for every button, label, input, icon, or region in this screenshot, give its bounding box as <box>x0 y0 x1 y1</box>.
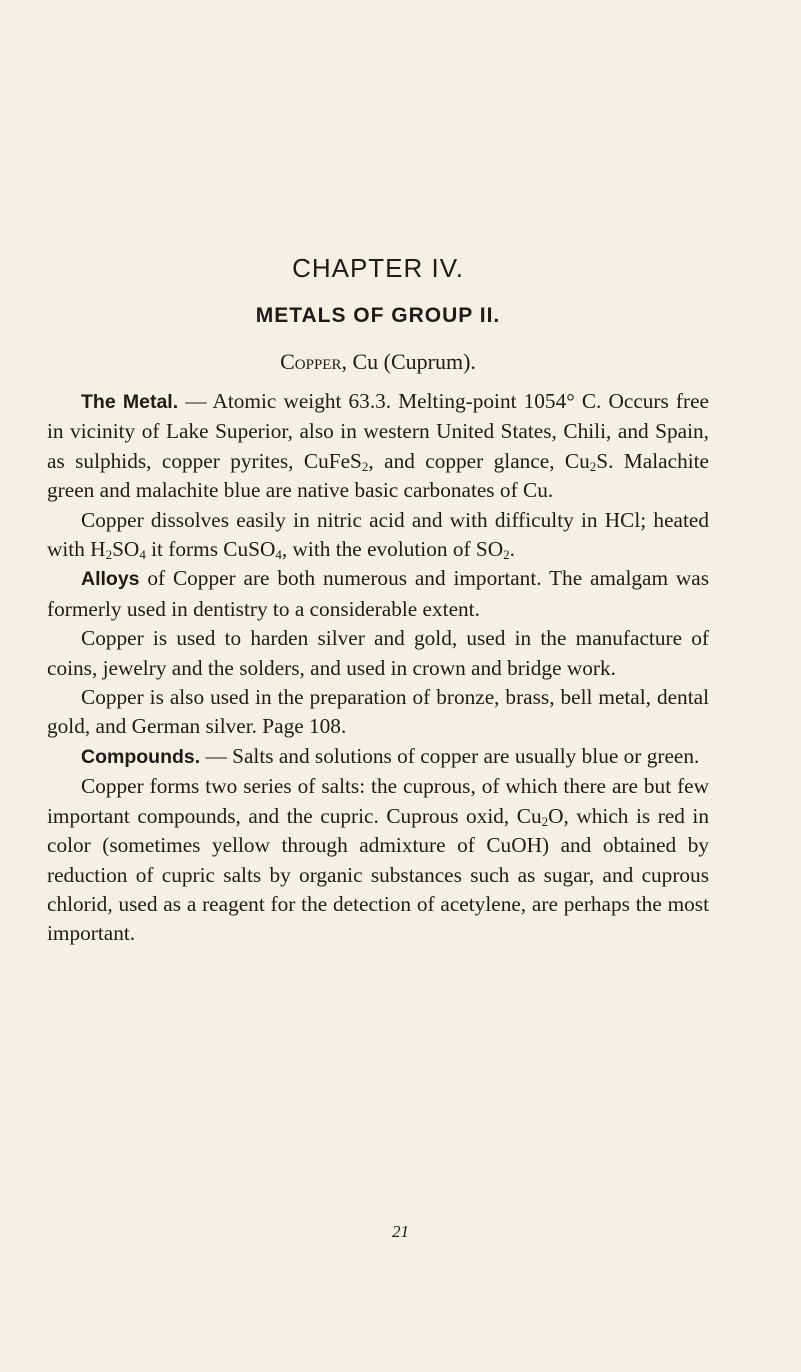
metal-sub-1: 2 <box>361 458 369 474</box>
subsection-title <box>47 347 709 377</box>
subsection-rest: , Cu (Cuprum). <box>341 349 476 374</box>
dissolves-text-2: SO <box>112 537 140 562</box>
metal-text-3: S. Malachite green and malachite blue are native basic carbonates of Cu. <box>47 448 709 503</box>
dissolves-text-3: it forms CuSO <box>145 537 276 562</box>
subsection-name: Copper <box>280 349 342 374</box>
paragraph-series <box>47 772 709 948</box>
paragraph-harden: Copper is used to harden silver and gold, used in the manufacture of coins, jewelry and the solders, and used in crown and bridge work. <box>47 626 709 680</box>
chapter-title: CHAPTER IV. <box>292 253 464 283</box>
metal-text-2: , and copper glance, Cu <box>368 448 590 473</box>
paragraph-bronze: Copper is also used in the preparation of bronze, brass, bell metal, dental gold, and German silver. Page 108. <box>47 685 709 739</box>
paragraph-compounds <box>47 742 709 772</box>
dissolves-text-5: . <box>509 537 515 562</box>
series-text-2: O, which is red in color (sometimes yellow through admixture of CuOH) and obtained by reduction of cupric salts by organic substances such as sugar, and cuprous chlorid, used as a reagent for the detection of acetylene, are perhaps the most important. <box>47 803 709 946</box>
series-text-1: Copper forms two series of salts: the cuprous, of which there are but few important compounds, and the cupric. Cuprous oxid, Cu <box>47 774 709 828</box>
series-sub-1: 2 <box>541 813 549 829</box>
alloys-heading: Alloys <box>81 568 140 591</box>
dissolves-sub-3: 4 <box>275 547 282 563</box>
dissolves-text-1: Copper dissolves easily in nitric acid and with difficulty in HCl; heated with H <box>47 507 709 562</box>
paragraph-alloys <box>47 564 709 624</box>
dissolves-sub-1: 2 <box>105 547 113 563</box>
section-title: METALS OF GROUP II. <box>255 304 501 327</box>
paragraph-metal <box>47 387 709 506</box>
page-body <box>47 252 709 949</box>
dissolves-sub-4: 2 <box>503 547 510 563</box>
metal-text-1: — Atomic weight 63.3. Melting-point 1054° C. Occurs free in vicinity of Lake Superior, also in western United States, Chili, and Spain, as sulphids, copper pyrites, CuFeS <box>47 389 709 473</box>
alloys-text: of Copper are both numerous and important. The amalgam was formerly used in dentistry to a considerable extent. <box>47 566 709 621</box>
page-number: 21 <box>392 1222 409 1241</box>
dissolves-sub-2: 4 <box>139 547 146 563</box>
metal-sub-2: 2 <box>589 458 597 474</box>
metal-heading: The Metal. <box>81 391 179 413</box>
compounds-text: — Salts and solutions of copper are usually blue or green. <box>200 743 700 768</box>
paragraph-dissolves <box>47 506 709 565</box>
dissolves-text-4: , with the evolution of SO <box>281 537 504 562</box>
compounds-heading: Compounds. <box>81 745 201 768</box>
